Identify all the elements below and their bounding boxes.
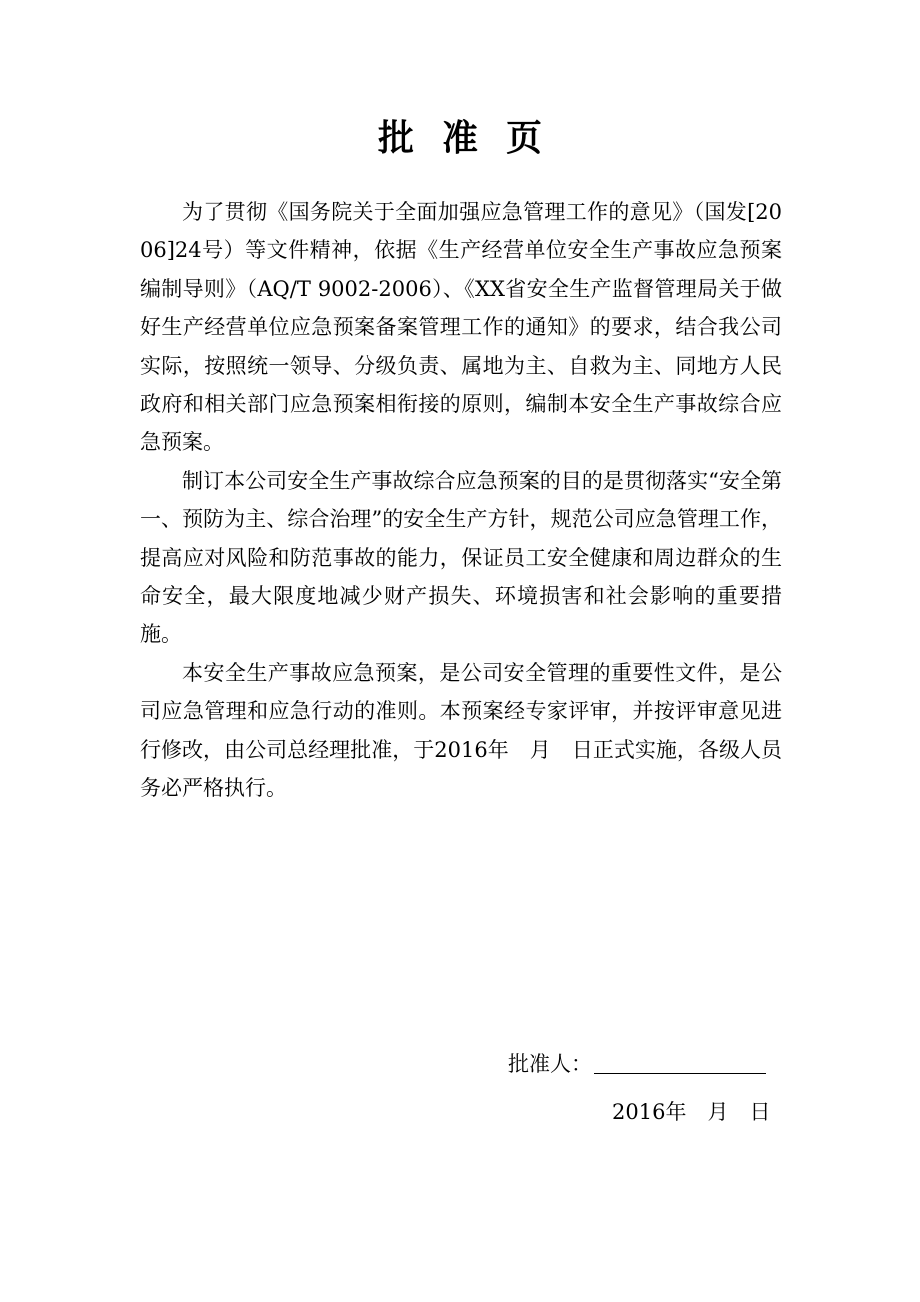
signature-block: [508, 1045, 788, 1085]
page-title: 批准页: [377, 117, 570, 159]
signature-label: 批准人：: [508, 1052, 592, 1076]
paragraph-1: 为了贯彻《国务院关于全面加强应急管理工作的意见》（国发[2006]24号）等文件精神，依据《生产经营单位安全生产事故应急预案编制导则》（AQ/T 9002-2006）、《XX省安全生产监督管理局关于做好生产经营单位应急预案备案管理工作的通知》的要求，结合我公司实际，按照统一领导、分级负责、属地为主、自救为主、同地方人民政府和相关部门应急预案相衔接的原则，编制本安全生产事故综合应急预案。: [140, 200, 782, 455]
paragraph-3: 本安全生产事故应急预案，是公司安全管理的重要性文件，是公司应急管理和应急行动的准则。本预案经专家评审，并按评审意见进行修改，由公司总经理批准，于2016年 月 日正式实施，各级人员务必严格执行。: [140, 660, 782, 801]
document-body: [140, 193, 782, 808]
paragraph-2: 制订本公司安全生产事故综合应急预案的目的是贯彻落实“安全第一、预防为主、综合治理”的安全生产方针，规范公司应急管理工作，提高应对风险和防范事故的能力，保证员工安全健康和周边群众的生命安全，最大限度地减少财产损失、环境损害和社会影响的重要措施。: [140, 468, 782, 647]
approval-date: 2016年 月 日: [612, 1100, 771, 1124]
signature-line: [594, 1045, 766, 1074]
